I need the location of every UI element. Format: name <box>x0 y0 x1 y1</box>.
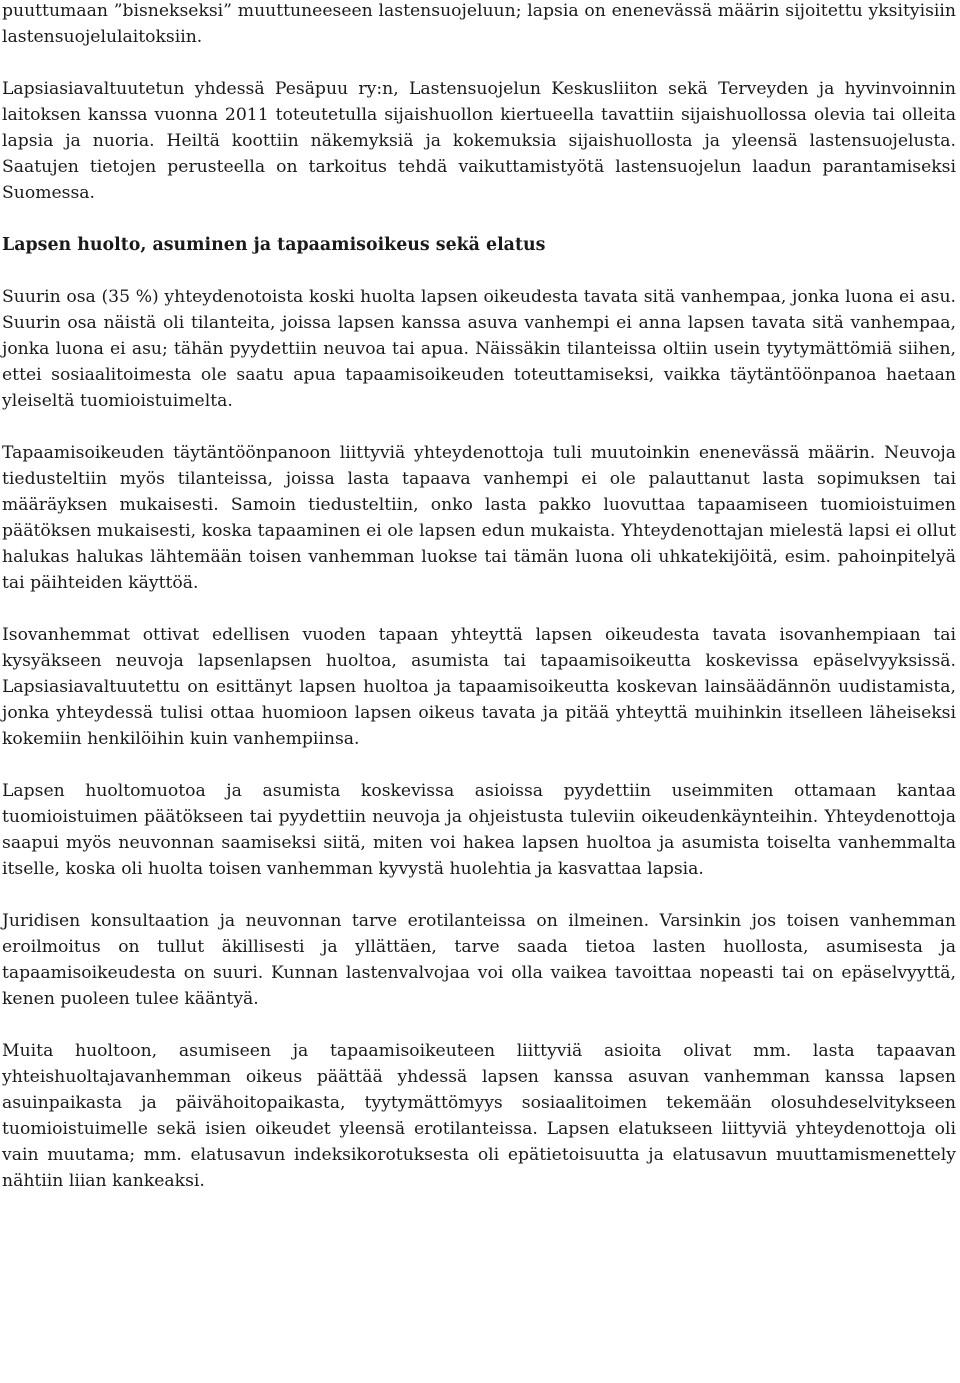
document-page <box>2 0 956 1194</box>
paragraph-muut-asiat: Muita huoltoon, asumiseen ja tapaamisoikeuteen liittyviä asioita olivat mm. lasta tapaavan yhteishuoltajavanhemman oikeus päättää yhdessä lapsen kanssa asuvan vanhemman kanssa lapsen asuinpaikasta ja päivähoitopaikasta, tyytymättömyys sosiaalitoimen tekemään olosuhdeselvitykseen tuomioistuimelle sekä isien oikeudet yleensä erotilanteissa. Lapsen elatukseen liittyviä yhteydenottoja oli vain muutama; mm. elatusavun indeksikorotuksesta oli epätietoisuutta ja elatusavun muuttamismenettely nähtiin liian kankeaksi. <box>2 1041 956 1191</box>
paragraph-huoltomuoto: Lapsen huoltomuotoa ja asumista koskevissa asioissa pyydettiin useimmiten ottamaan kantaa tuomioistuimen päätökseen tai pyydettiin neuvoja ja ohjeistusta tuleviin oikeudenkäynteihin. Yhteydenottoja saapui myös neuvonnan saamiseksi siitä, miten voi hakea lapsen huoltoa ja asumista toiselta vanhemmalta itselle, koska oli huolta toisen vanhemman kyvystä huolehtia ja kasvattaa lapsia. <box>2 781 956 879</box>
paragraph-sijoitettu: puuttumaan ”bisnekseksi” muuttuneeseen lastensuojeluun; lapsia on enenevässä määrin sijoitettu yksityisiin lastensuojelulaitoksiin. <box>2 1 956 47</box>
paragraph-sijaishuollon-kiertue: Lapsiasiavaltuutetun yhdessä Pesäpuu ry:n, Lastensuojelun Keskusliiton sekä Terveyden ja hyvinvoinnin laitoksen kanssa vuonna 2011 toteutetulla sijaishuollon kiertueella tavattiin sijaishuollossa olevia tai olleita lapsia ja nuoria. Heiltä koottiin näkemyksiä ja kokemuksia sijaishuollosta ja yleensä lastensuojelusta. Saatujen tietojen perusteella on tarkoitus tehdä vaikuttamistyötä lastensuojelun laadun parantamiseksi Suomessa. <box>2 79 956 203</box>
paragraph-isovanhemmat: Isovanhemmat ottivat edellisen vuoden tapaan yhteyttä lapsen oikeudesta tavata isovanhempiaan tai kysyäkseen neuvoja lapsenlapsen huoltoa, asumista tai tapaamisoikeutta koskevissa epäselvyyksissä. Lapsiasiavaltuutettu on esittänyt lapsen huoltoa ja tapaamisoikeutta koskevan lainsäädännön uudistamista, jonka yhteydessä tulisi ottaa huomioon lapsen oikeus tavata ja pitää yhteyttä muihinkin itselleen läheiseksi kokemiin henkilöihin kuin vanhempiinsa. <box>2 625 956 749</box>
paragraph-taytantoonpano: Tapaamisoikeuden täytäntöönpanoon liittyviä yhteydenottoja tuli muutoinkin enenevässä määrin. Neuvoja tiedusteltiin myös tilanteissa, joissa lasta tapaava vanhempi ei ole palauttanut lasta sopimuksen tai määräyksen mukaisesti. Samoin tiedusteltiin, onko lasta pakko luovuttaa tapaamiseen tuomioistuimen päätöksen mukaisesti, koska tapaaminen ei ole lapsen edun mukaista. Yhteydenottajan mielestä lapsi ei ollut halukas halukas lähtemään toisen vanhemman luokse tai tämän luona oli uhkatekijöitä, esim. pahoinpitelyä tai päihteiden käyttöä. <box>2 443 956 593</box>
paragraph-juridinen-konsultaatio: Juridisen konsultaation ja neuvonnan tarve erotilanteissa on ilmeinen. Varsinkin jos toisen vanhemman eroilmoitus on tullut äkillisesti ja yllättäen, tarve saada tietoa lasten huollosta, asumisesta ja tapaamisoikeudesta on suuri. Kunnan lastenvalvojaa voi olla vaikea tavoittaa nopeasti tai on epäselvyyttä, kenen puoleen tulee kääntyä. <box>2 911 956 1009</box>
section-heading: Lapsen huolto, asuminen ja tapaamisoikeus sekä elatus <box>2 235 546 255</box>
paragraph-tapaamisoikeus: Suurin osa (35 %) yhteydenotoista koski huolta lapsen oikeudesta tavata sitä vanhempaa, jonka luona ei asu. Suurin osa näistä oli tilanteita, joissa lapsen kanssa asuva vanhempi ei anna lapsen tavata sitä vanhempaa, jonka luona ei asu; tähän pyydettiin neuvoa tai apua. Näissäkin tilanteissa oltiin usein tyytymättömiä siihen, ettei sosiaalitoimesta ole saatu apua tapaamisoikeuden toteuttamiseksi, vaikka täytäntöönpanoa haetaan yleiseltä tuomioistuimelta. <box>2 287 956 411</box>
